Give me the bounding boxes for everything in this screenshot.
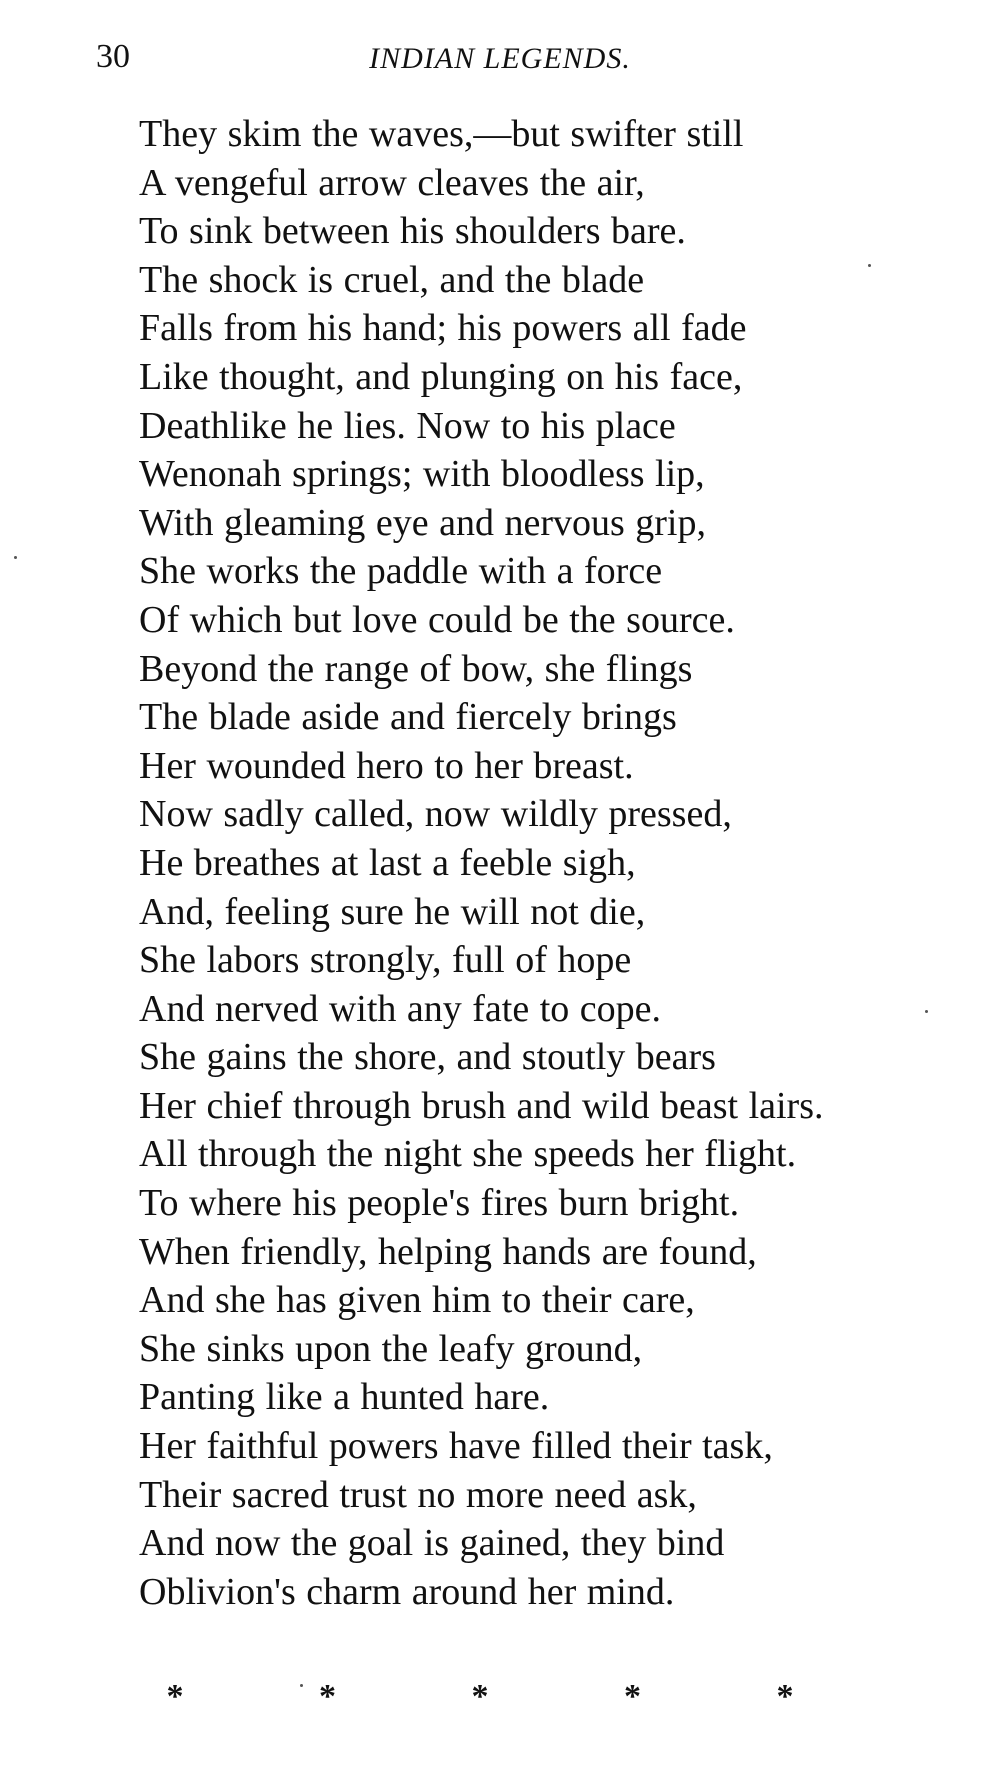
poem-line: Their sacred trust no more need ask, [139,1473,697,1516]
poem-line: To sink between his shoulders bare. [139,210,686,253]
poem-line: Wenonah springs; with bloodless lip, [139,453,705,496]
asterisk: * [166,1678,184,1715]
scan-speck [925,1010,928,1013]
poem-line: Her faithful powers have filled their task, [139,1425,773,1468]
poem-line: To where his people's fires burn bright. [139,1182,740,1225]
asterisk: * [624,1678,641,1715]
poem-line: Her wounded hero to her breast. [139,744,634,787]
poem-line: And she has given him to their care, [139,1279,695,1322]
poem-line: She works the paddle with a force [139,550,663,593]
poem-line: Her chief through brush and wild beast lairs. [139,1084,824,1127]
poem-line: She sinks upon the leafy ground, [139,1327,643,1370]
scan-speck [300,1684,303,1687]
scan-speck [868,264,871,267]
poem-body [139,110,979,1616]
poem-line: Panting like a hunted hare. [139,1376,550,1419]
poem-line: And, feeling sure he will not die, [139,890,646,933]
poem-line: Of which but love could be the source. [139,598,735,641]
poem-line: The shock is cruel, and the blade [139,258,645,301]
poem-line: He breathes at last a feeble sigh, [139,841,636,884]
poem-line: Beyond the range of bow, she flings [139,647,693,690]
poem-line: They skim the waves,—but swifter still [139,113,744,155]
poem-line: A vengeful arrow cleaves the air, [139,161,645,204]
asterisk: * [776,1678,794,1715]
poem-line: With gleaming eye and nervous grip, [139,501,706,544]
poem-line: Falls from his hand; his powers all fade [139,307,747,350]
poem-line: When friendly, helping hands are found, [139,1230,757,1273]
poem-line: All through the night she speeds her flight. [139,1133,797,1176]
asterisk: * [471,1678,489,1715]
section-break [160,1680,800,1714]
poem-line: She gains the shore, and stoutly bears [139,1036,716,1079]
poem-line: She labors strongly, full of hope [139,939,632,982]
poem-line: Now sadly called, now wildly pressed, [139,793,732,836]
poem-line: Deathlike he lies. Now to his place [139,404,676,447]
scan-speck [14,556,17,559]
poem-line: And now the goal is gained, they bind [139,1522,725,1565]
poem-line: Like thought, and plunging on his face, [139,355,743,398]
poem-line: The blade aside and fiercely brings [139,696,677,739]
poem-line: Oblivion's charm around her mind. [139,1570,675,1613]
running-title: INDIAN LEGENDS. [369,42,631,75]
page-number: 30 [96,38,130,75]
asterisk: * [319,1678,336,1715]
poem-line: And nerved with any fate to cope. [139,987,661,1030]
